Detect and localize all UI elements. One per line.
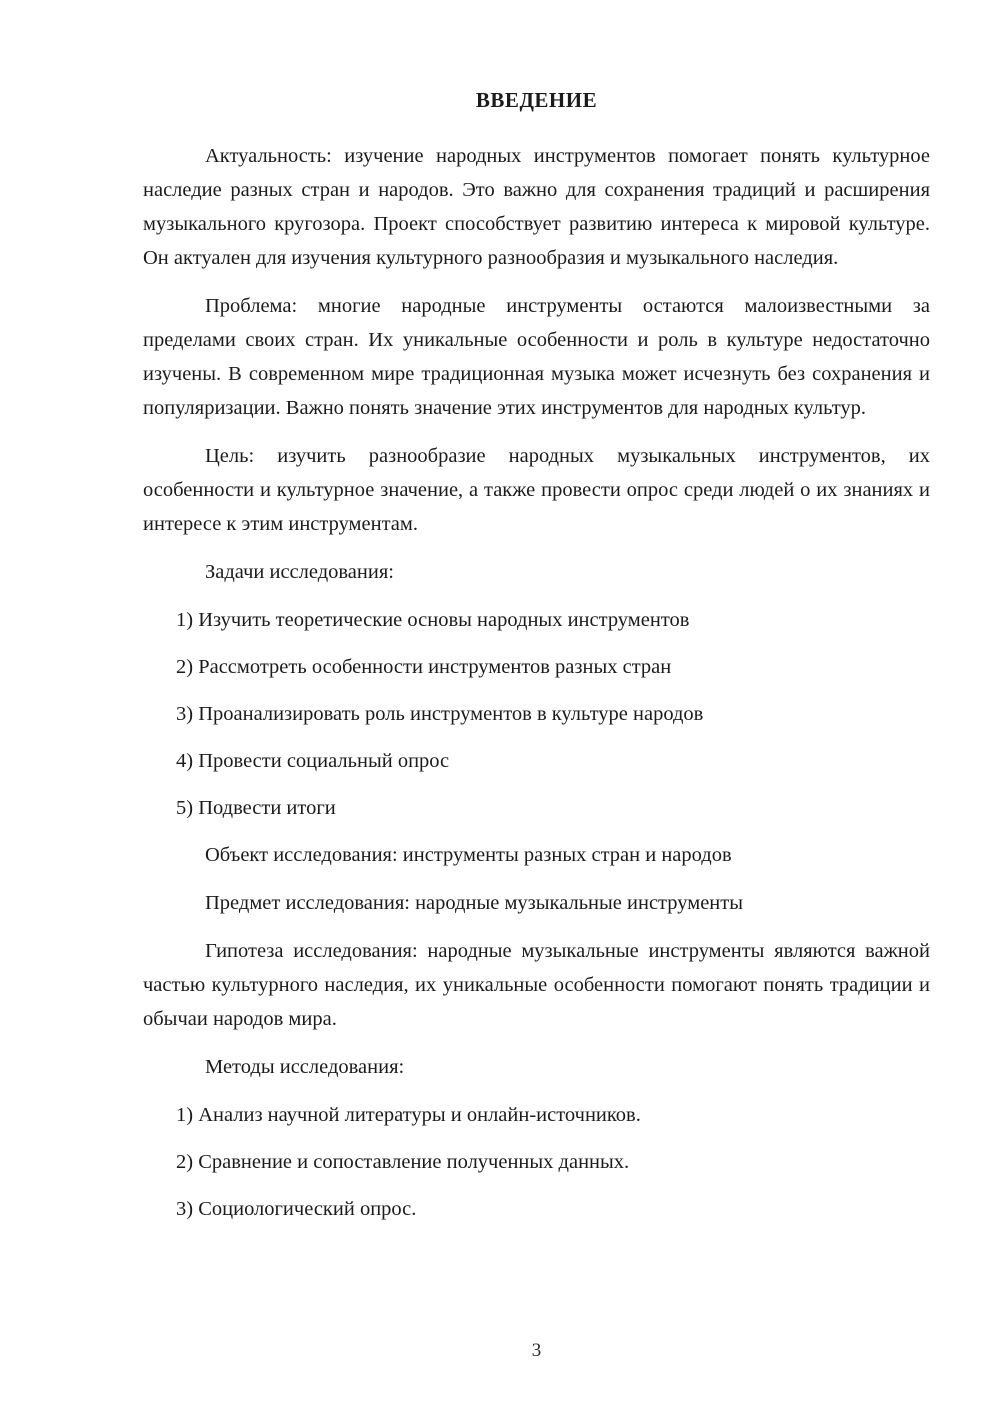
task-item-1: 1) Изучить теоретические основы народных инструментов — [176, 609, 690, 631]
paragraph-subject: Предмет исследования: народные музыкальные инструменты — [205, 892, 744, 914]
method-item-2: 2) Сравнение и сопоставление полученных данных. — [176, 1151, 630, 1173]
tasks-heading: Задачи исследования: — [205, 561, 394, 583]
paragraph-object: Объект исследования: инструменты разных стран и народов — [205, 844, 732, 866]
task-item-5: 5) Подвести итоги — [176, 797, 336, 819]
document-title: ВВЕДЕНИЕ — [475, 88, 598, 112]
methods-heading: Методы исследования: — [205, 1056, 405, 1078]
paragraph-goal: Цель: изучить разнообразие народных музыкальных инструментов, их особенности и культурное значение, а также провести опрос среди людей о их знаниях и интересе к этим инструментам. — [143, 445, 930, 535]
paragraph-hypothesis: Гипотеза исследования: народные музыкальные инструменты являются важной частью культурного наследия, их уникальные особенности помогают понять традиции и обычаи народов мира. — [143, 940, 930, 1030]
method-item-1: 1) Анализ научной литературы и онлайн-источников. — [176, 1104, 641, 1126]
paragraph-relevance: Актуальность: изучение народных инструментов помогает понять культурное наследие разных стран и народов. Это важно для сохранения традиций и расширения музыкального кругозора. Проект способствует развитию интереса к мировой культуре. Он актуален для изучения культурного разнообразия и музыкального наследия. — [143, 145, 930, 269]
method-item-3: 3) Социологический опрос. — [176, 1198, 417, 1220]
task-item-2: 2) Рассмотреть особенности инструментов разных стран — [176, 656, 672, 678]
paragraph-problem: Проблема: многие народные инструменты остаются малоизвестными за пределами своих стран. Их уникальные особенности и роль в культуре недостаточно изучены. В современном мире традиционная музыка может исчезнуть без сохранения и популяризации. Важно понять значение этих инструментов для народных культур. — [143, 295, 930, 419]
task-item-3: 3) Проанализировать роль инструментов в культуре народов — [176, 703, 704, 725]
page-number: 3 — [531, 1340, 542, 1361]
task-item-4: 4) Провести социальный опрос — [176, 750, 450, 772]
